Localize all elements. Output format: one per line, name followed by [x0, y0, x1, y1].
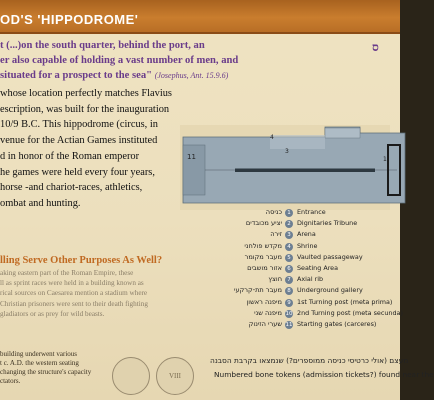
section-line: Christian prisoners were sent to their death fighting — [0, 299, 148, 308]
axial-rib-shape — [235, 169, 375, 173]
legend-row — [240, 264, 400, 275]
legend-number: 10 — [285, 310, 293, 317]
section-heading: lling Serve Other Purposes As Well? — [0, 255, 163, 266]
quote-citation: (Josephus, Ant. 15.9.6) — [154, 71, 229, 80]
legend-number: 4 — [285, 243, 293, 251]
legend-hebrew: זירה — [270, 230, 282, 239]
bone-token-image: VIII — [156, 357, 194, 395]
legend-hebrew: מעבר תת-קרקעי — [234, 286, 282, 295]
legend-english: Dignitaries Tribune — [297, 219, 358, 228]
description-line: d in honor of the Roman emperor — [0, 150, 140, 162]
bottom-left-text — [0, 350, 100, 386]
legend-hebrew: מיפנה שני — [254, 308, 282, 317]
quote-line — [0, 68, 300, 83]
legend-row — [240, 219, 400, 230]
legend-english: Starting gates (carceres) — [297, 319, 377, 328]
description-line: ombat and hunting. — [0, 197, 81, 209]
legend-english: Seating Area — [297, 263, 339, 272]
legend-number: 5 — [285, 254, 293, 262]
bottom-left-line: changing the structure's capacity — [0, 368, 92, 376]
footer-hebrew: מעצם (אולי כרטיסי כניסה ממוספרים?) שנמצאו בקרבת הסבנה — [210, 356, 409, 365]
josephus-quote — [0, 38, 300, 83]
legend-hebrew: יציע מכובדים — [245, 219, 282, 228]
legend-number: 9 — [285, 299, 293, 307]
bottom-left-line: ctators. — [0, 377, 21, 385]
legend-number: 6 — [285, 265, 293, 273]
legend-number: 11 — [285, 321, 293, 328]
legend-english: 2nd Turning post (meta secunda) — [297, 308, 403, 317]
legend-hebrew: חוצץ — [268, 275, 282, 284]
sign-title: OD'S 'HIPPODROME' — [0, 12, 139, 27]
legend-row — [240, 208, 400, 219]
plan-marker: 1 — [383, 156, 387, 163]
section-text — [0, 268, 200, 319]
legend-row — [234, 286, 400, 297]
plan-marker: 3 — [285, 148, 289, 155]
footer-english: Numbered bone tokens (admission tickets?) found near the — [214, 370, 434, 379]
section-line: ll as sprint races were held in a building known as — [0, 279, 144, 288]
legend-english: 1st Turning post (meta prima) — [297, 297, 393, 306]
tribune-shape — [325, 128, 360, 138]
legend-hebrew: אזור מושבים — [247, 263, 282, 272]
bottom-left-line: t c. A.D. the western seating — [0, 359, 79, 367]
legend-english: Underground gallery — [297, 286, 363, 295]
legend-row — [240, 230, 400, 241]
legend-hebrew: מיפנה ראשון — [246, 297, 282, 306]
legend-hebrew: כניסה — [265, 208, 282, 216]
section-line: gladiators or as prey for wild beasts. — [0, 309, 105, 318]
legend-english: Vaulted passageway — [297, 252, 363, 261]
legend-english: Arena — [297, 230, 316, 239]
description-line: venue for the Actian Games instituted — [0, 135, 158, 147]
legend-number: 8 — [285, 287, 293, 295]
hippodrome-plan — [175, 115, 400, 215]
description-text — [0, 86, 200, 212]
legend-number: 3 — [285, 231, 293, 239]
legend-number: 1 — [285, 209, 293, 217]
coin-image — [112, 357, 150, 395]
legend-english: Entrance — [297, 208, 326, 216]
legend-number: 7 — [285, 276, 293, 284]
legend-row — [240, 320, 400, 331]
section-line: rical sources on Caesarea mention a stadium where — [0, 289, 148, 298]
description-line: whose location perfectly matches Flavius — [0, 88, 172, 99]
legend-row — [240, 275, 400, 286]
plan-legend — [234, 208, 403, 331]
legend-hebrew: מקדש פולחני — [244, 241, 282, 250]
legend-number: 2 — [285, 220, 293, 228]
legend-row — [240, 298, 400, 309]
description-line: he games were held every four years, — [0, 166, 155, 178]
quote-line: er also capable of holding a vast number of men, and — [0, 55, 239, 66]
legend-hebrew: שערי הזינוק — [248, 319, 282, 328]
legend-row — [240, 242, 400, 253]
legend-english: Shrine — [297, 241, 318, 250]
quote-line: t (...)on the south quarter, behind the port, an — [0, 40, 205, 51]
section-line: aking eastern part of the Roman Empire, these — [0, 269, 134, 277]
legend-row — [240, 253, 400, 264]
hebrew-corner-text: ס — [372, 40, 379, 54]
legend-hebrew: מעבר מקומר — [244, 252, 282, 261]
bottom-left-line: building underwent various — [0, 350, 77, 358]
description-line: horse -and chariot-races, athletics, — [0, 182, 143, 194]
description-line: escription, was built for the inauguration — [0, 103, 170, 115]
description-line: 10/9 B.C. This hippodrome (circus, in — [0, 119, 158, 131]
seating-shape — [270, 135, 325, 149]
legend-english: Axial rib — [297, 275, 324, 284]
quote-line-text: situated for a prospect to the sea" — [0, 70, 153, 81]
plan-marker: 11 — [187, 153, 196, 161]
legend-row — [240, 308, 403, 320]
plan-marker: 4 — [270, 134, 274, 141]
